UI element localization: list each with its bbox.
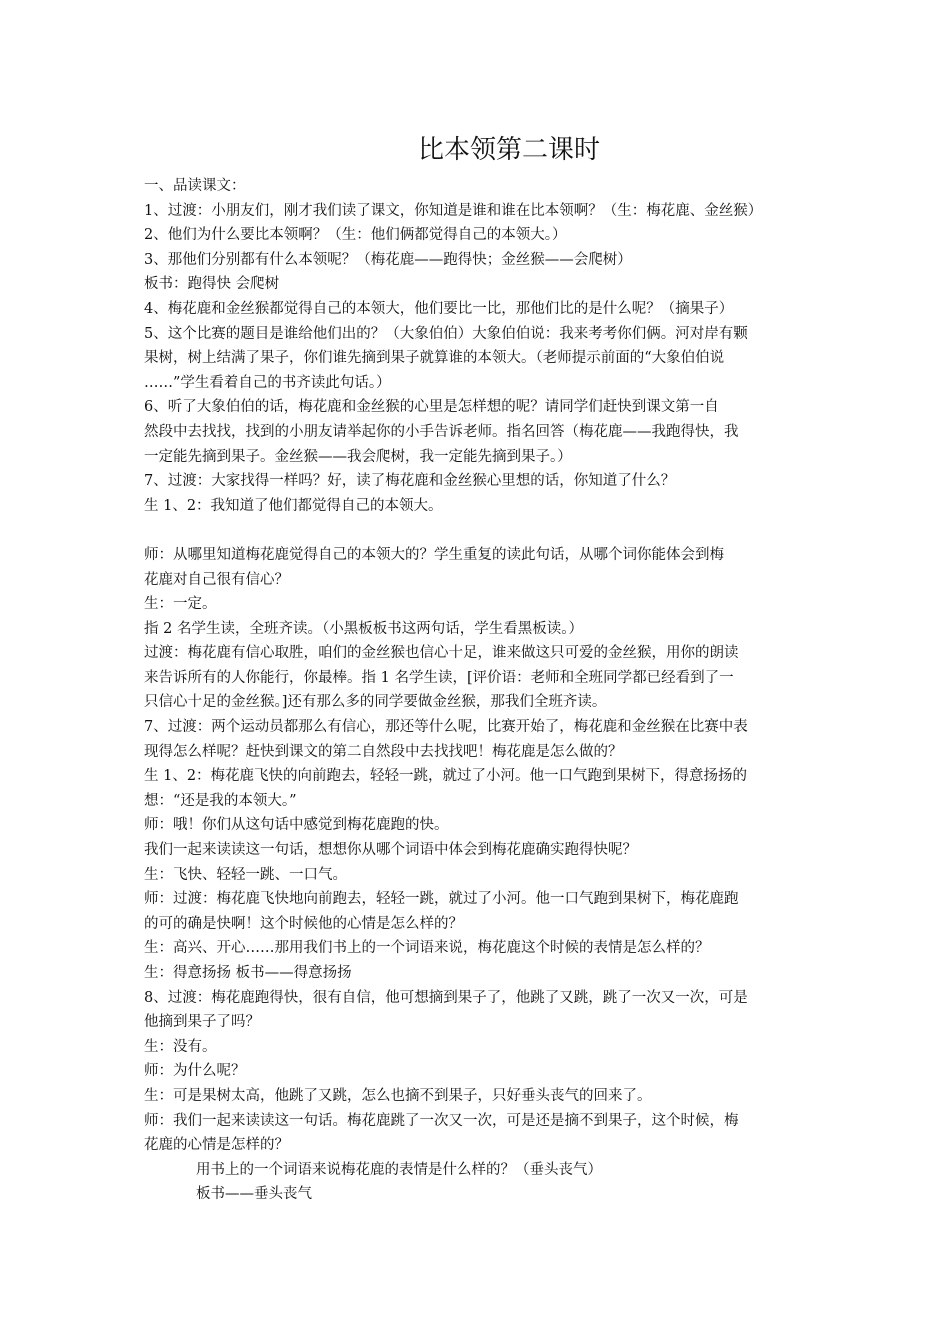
text-line: 他摘到果子了吗？ [144,1014,260,1031]
text-line: 生：可是果树太高，他跳了又跳，怎么也摘不到果子，只好垂头丧气的回来了。 [144,1087,652,1104]
text-line: 生：高兴、开心……那用我们书上的一个词语来说，梅花鹿这个时候的表情是怎么样的？ [144,940,710,957]
text-line: 3、那他们分别都有什么本领呢？（梅花鹿——跑得快；金丝猴——会爬树） [144,251,632,268]
text-line: 生 1、2：梅花鹿飞快的向前跑去，轻轻一跳，就过了小河。他一口气跑到果树下，得意扬扬的 [144,768,748,785]
text-line: 师：我们一起来读读这一句话。梅花鹿跳了一次又一次，可是还是摘不到果子，这个时候，梅 [144,1112,739,1129]
document-body-indented [144,1158,814,1207]
text-line: 7、过渡：两个运动员都那么有信心，那还等什么呢，比赛开始了，梅花鹿和金丝猴在比赛中表 [144,719,748,736]
text-line: 现得怎么样呢？赶快到课文的第二自然段中去找找吧！梅花鹿是怎么做的？ [144,743,623,760]
document-title: 比本领第二课时 [417,135,600,165]
text-line: 生 1、2：我知道了他们都觉得自己的本领大。 [144,497,443,514]
blank-line [144,518,814,543]
text-line: ……”学生看着自己的书齐读此句话。） [144,374,391,391]
text-line: 指 2 名学生读，全班齐读。（小黑板板书这两句话，学生看黑板读。） [144,620,583,637]
text-line: 7、过渡：大家找得一样吗？好，读了梅花鹿和金丝猴心里想的话，你知道了什么？ [144,473,676,490]
indented-text-line: 用书上的一个词语来说梅花鹿的表情是什么样的？（垂头丧气） [196,1161,602,1178]
text-line: 只信心十足的金丝猴。]还有那么多的同学要做金丝猴，那我们全班齐读。 [144,694,607,711]
text-line: 4、梅花鹿和金丝猴都觉得自己的本领大，他们要比一比，那他们比的是什么呢？（摘果子） [144,300,734,317]
text-line: 的可的确是快啊！这个时候他的心情是怎么样的？ [144,915,463,932]
document-page [144,130,814,1207]
text-line: 过渡：梅花鹿有信心取胜，咱们的金丝猴也信心十足，谁来做这只可爱的金丝猴，用你的朗读 [144,645,739,662]
text-line: 2、他们为什么要比本领啊？（生：他们俩都觉得自己的本领大。） [144,227,567,244]
text-line: 我们一起来读读这一句话，想想你从哪个词语中体会到梅花鹿确实跑得快呢？ [144,842,637,859]
text-line: 一定能先摘到果子。金丝猴——我会爬树，我一定能先摘到果子。） [144,448,572,465]
text-line: 生：飞快、轻轻一跳、一口气。 [144,866,347,883]
text-line: 花鹿对自己很有信心？ [144,571,289,588]
text-line: 想：“还是我的本领大。” [144,792,297,809]
text-line: 1、过渡：小朋友们，刚才我们读了课文，你知道是谁和谁在比本领啊？（生：梅花鹿、金丝猴） [144,202,763,219]
text-line: 一、品读课文： [144,178,246,194]
text-line: 来告诉所有的人你能行，你最棒。指 1 名学生读，[评价语：老师和全班同学都已经看到了一 [144,669,734,686]
text-line: 生：一定。 [144,596,217,613]
text-line: 果树，树上结满了果子，你们谁先摘到果子就算谁的本领大。（老师提示前面的“大象伯伯说 [144,350,725,367]
text-line: 师：过渡：梅花鹿飞快地向前跑去，轻轻一跳，就过了小河。他一口气跑到果树下，梅花鹿跑 [144,891,739,908]
text-line: 8、过渡：梅花鹿跑得快，很有自信，他可想摘到果子了，他跳了又跳，跳了一次又一次，可是 [144,989,748,1006]
text-line: 生：得意扬扬 板书——得意扬扬 [144,965,352,981]
text-line: 6、听了大象伯伯的话，梅花鹿和金丝猴的心里是怎样想的呢？请同学们赶快到课文第一自 [144,399,719,416]
text-line: 板书：跑得快 会爬树 [144,276,280,293]
text-line: 师：从哪里知道梅花鹿觉得自己的本领大的？学生重复的读此句话，从哪个词你能体会到梅 [144,546,724,563]
indented-text-line: 板书——垂头丧气 [196,1186,312,1203]
text-line: 5、这个比赛的题目是谁给他们出的？（大象伯伯）大象伯伯说：我来考考你们俩。河对岸有颗 [144,325,748,342]
text-line: 师：为什么呢？ [144,1063,246,1080]
document-body [144,174,814,1158]
text-line: 然段中去找找，找到的小朋友请举起你的小手告诉老师。指名回答（梅花鹿——我跑得快，我 [144,423,739,440]
text-line: 师：哦！你们从这句话中感觉到梅花鹿跑的快。 [144,817,449,834]
text-line: 花鹿的心情是怎样的？ [144,1137,289,1154]
text-line: 生：没有。 [144,1038,217,1055]
